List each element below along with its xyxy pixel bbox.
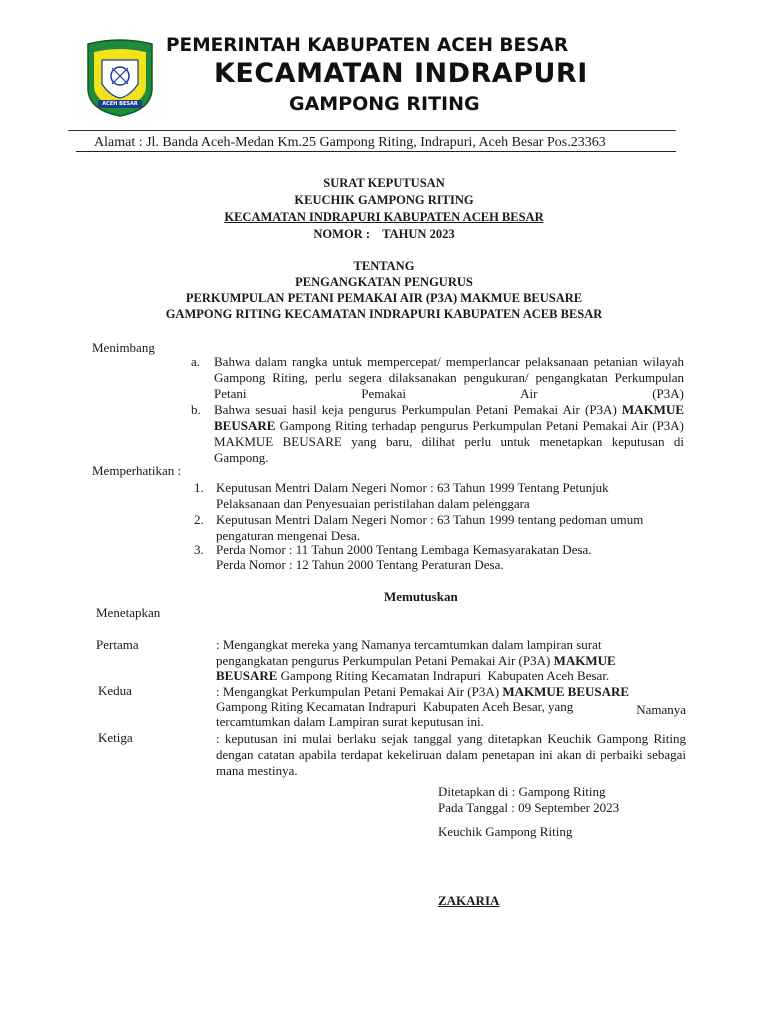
pertama-label: Pertama xyxy=(96,637,139,652)
memperhatikan-item-1-line-1: Keputusan Mentri Dalam Negeri Nomor : 63 Tahun 1999 Tentang Petunjuk xyxy=(216,480,609,495)
kedua-line-1-text: : Mengangkat Perkumpulan Petani Pemakai Air (P3A) xyxy=(216,684,500,699)
subject-line-2: PERKUMPULAN PETANI PEMAKAI AIR (P3A) MAKMUE BEUSARE xyxy=(185,291,583,305)
decree-number: NOMOR : TAHUN 2023 xyxy=(313,227,455,241)
government-name: PEMERINTAH KABUPATEN ACEH BESAR xyxy=(166,35,569,56)
memperhatikan-item-3-line-1: Perda Nomor : 11 Tahun 2000 Tentang Lembaga Kemasyarakatan Desa. xyxy=(216,542,592,557)
pertama-line-2-bold: MAKMUE xyxy=(553,653,616,668)
decree-region xyxy=(0,209,768,225)
address-line: Alamat : Jl. Banda Aceh-Medan Km.25 Gampong Riting, Indrapuri, Aceh Besar Pos.23363 xyxy=(94,135,606,150)
menimbang-point-b-text-1: Bahwa sesuai hasil keja pengurus Perkumpulan Petani Pemakai Air (P3A) xyxy=(214,402,617,417)
menimbang-point-b-text-2: Gampong Riting terhadap pengurus Perkumpulan Petani Pemakai Air (P3A) MAKMUE BEUSARE yang baru, dilihat perlu untuk menetapkan keputusan di Gampong. xyxy=(214,418,685,465)
ketiga-text-body: : keputusan ini mulai berlaku sejak tanggal yang ditetapkan Keuchik Gampong Riting dengan catatan apabila terdapat kekeliruan dalam penetapan ini akan di perbaiki sebagai mana mestinya. xyxy=(216,731,686,778)
pertama-line-1: : Mengangkat mereka yang Namanya tercamtumkan dalam lampiran surat xyxy=(216,637,602,652)
kedua-line-2-tail: Namanya xyxy=(636,702,686,717)
kedua-line-3: tercamtumkan dalam Lampiran surat keputusan ini. xyxy=(216,714,484,729)
ketiga-label: Ketiga xyxy=(98,730,133,745)
memperhatikan-marker-3: 3. xyxy=(194,542,204,557)
menimbang-marker-b: b. xyxy=(191,402,201,417)
signatory-name: ZAKARIA xyxy=(438,893,500,908)
kedua-line-1 xyxy=(216,684,629,700)
signature-place: Ditetapkan di : Gampong Riting xyxy=(438,784,606,799)
signature-position: Keuchik Gampong Riting xyxy=(438,824,573,839)
decree-region-text: KECAMATAN INDRAPURI KABUPATEN ACEH BESAR xyxy=(224,210,544,224)
logo-lettering: ACEH BESAR xyxy=(102,101,138,107)
menetapkan-label: Menetapkan xyxy=(96,605,161,620)
kedua-line-1-bold: MAKMUE BEUSARE xyxy=(502,684,630,699)
letterhead-divider-top xyxy=(68,130,676,131)
letterhead-divider-bottom xyxy=(76,151,676,152)
pertama-line-3-bold: BEUSARE xyxy=(216,668,278,683)
subject-heading: TENTANG xyxy=(353,259,415,273)
menimbang-point-b xyxy=(214,402,684,466)
decree-title: SURAT KEPUTUSAN xyxy=(323,176,445,190)
memperhatikan-item-1-line-2: Pelaksanaan dan Penyesuaian peristilahan dalam pelenggara xyxy=(216,496,530,511)
pertama-line-3 xyxy=(216,668,609,684)
subject-line-3: GAMPONG RITING KECAMATAN INDRAPURI KABUPATEN ACEB BESAR xyxy=(165,307,603,321)
subject-line-1: PENGANGKATAN PENGURUS xyxy=(295,275,473,289)
kedua-label: Kedua xyxy=(98,683,132,698)
menimbang-marker-a: a. xyxy=(191,354,201,369)
regency-logo xyxy=(84,38,156,118)
menimbang-point-a-text: Bahwa dalam rangka untuk mempercepat/ memperlancar pelaksanaan petanian wilayah Gampong Riting, perlu segera dilaksanakan pengukuran/ pengangkatan Perkumpulan Petani Pemakai Air (P3A) xyxy=(214,354,684,401)
memperhatikan-marker-1: 1. xyxy=(194,480,204,495)
menimbang-point-b-bold: MAKMUE BEUSARE xyxy=(214,402,685,433)
pertama-line-3-text: Gampong Riting Kecamatan Indrapuri Kabupaten Aceh Besar. xyxy=(280,668,610,683)
pertama-line-2-text: pengangkatan pengurus Perkumpulan Petani Pemakai Air (P3A) xyxy=(216,653,551,668)
district-name: KECAMATAN INDRAPURI xyxy=(214,58,588,89)
memperhatikan-item-2-line-1: Keputusan Mentri Dalam Negeri Nomor : 63 Tahun 1999 tentang pedoman umum xyxy=(216,512,644,527)
memperhatikan-marker-2: 2. xyxy=(194,512,204,527)
memperhatikan-item-3-line-2: Perda Nomor : 12 Tahun 2000 Tentang Peraturan Desa. xyxy=(216,557,504,572)
menimbang-label: Menimbang xyxy=(92,340,155,355)
memperhatikan-item-2-line-2: pengaturan mengenai Desa. xyxy=(216,528,361,543)
memperhatikan-label: Memperhatikan : xyxy=(92,463,182,478)
menimbang-point-a xyxy=(214,354,684,402)
kedua-line-2-text: Gampong Riting Kecamatan Indrapuri Kabupaten Aceh Besar, yang xyxy=(216,699,574,714)
memutuskan-heading: Memutuskan xyxy=(384,589,458,604)
signature-date: Pada Tanggal : 09 September 2023 xyxy=(438,800,620,815)
decree-issuer: KEUCHIK GAMPONG RITING xyxy=(294,193,474,207)
village-name: GAMPONG RITING xyxy=(289,93,480,115)
kedua-line-2 xyxy=(216,699,686,715)
ketiga-text xyxy=(216,731,686,779)
pertama-line-2 xyxy=(216,653,616,669)
